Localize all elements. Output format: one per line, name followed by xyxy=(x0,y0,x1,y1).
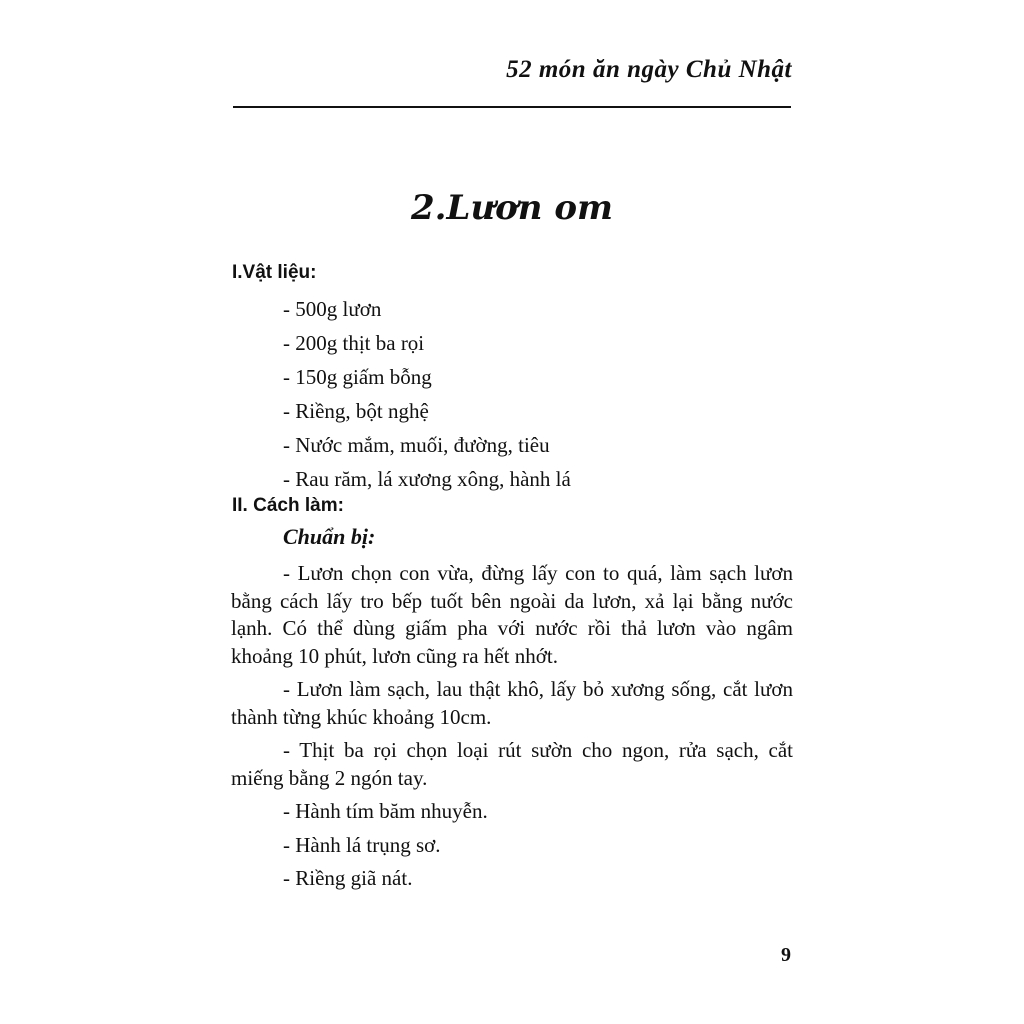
preparation-subheading: Chuẩn bị: xyxy=(283,524,376,549)
step-paragraph: - Lươn làm sạch, lau thật khô, lấy bỏ xương sống, cắt lươn thành từng khúc khoảng 10cm. xyxy=(231,677,793,729)
step-paragraph: - Thịt ba rọi chọn loại rút sườn cho ngon, rửa sạch, cắt miếng bằng 2 ngón tay. xyxy=(231,738,793,790)
step-paragraph: - Hành lá trụng sơ. xyxy=(283,832,441,857)
recipe-title: 2.Lươn om xyxy=(410,188,613,228)
header-rule xyxy=(233,106,791,108)
ingredient-item: - 500g lươn xyxy=(283,297,382,321)
page-number: 9 xyxy=(781,944,791,966)
ingredient-item: - Rau răm, lá xương xông, hành lá xyxy=(283,467,571,491)
preparation-steps xyxy=(231,560,793,899)
ingredient-item: - Riềng, bột nghệ xyxy=(283,399,429,423)
running-header: 52 món ăn ngày Chủ Nhật xyxy=(506,56,792,83)
materials-heading: I.Vật liệu: xyxy=(232,262,317,283)
ingredient-item: - 150g giấm bỗng xyxy=(283,365,432,389)
ingredient-list xyxy=(283,292,571,496)
step-paragraph: - Lươn chọn con vừa, đừng lấy con to quá, làm sạch lươn bằng cách lấy tro bếp tuốt bên ngoài da lươn, xả lại bằng nước lạnh. Có thể dùng giấm pha với nước rồi thả lươn vào ngâm khoảng 10 phút, lươn cũng ra hết nhớt. xyxy=(231,561,793,668)
method-heading: II. Cách làm: xyxy=(232,495,344,516)
step-paragraph: - Riềng giã nát. xyxy=(283,866,413,890)
ingredient-item: - 200g thịt ba rọi xyxy=(283,331,425,355)
step-paragraph: - Hành tím băm nhuyễn. xyxy=(283,799,488,823)
ingredient-item: - Nước mắm, muối, đường, tiêu xyxy=(283,433,550,457)
